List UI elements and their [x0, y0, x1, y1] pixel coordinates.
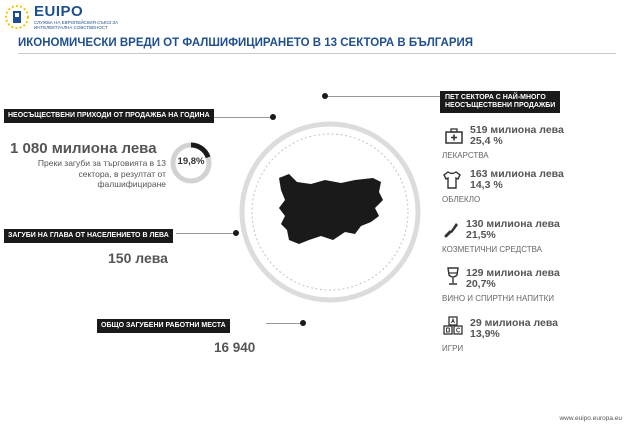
- sector-category: КОЗМЕТИЧНИ СРЕДСТВА: [442, 245, 543, 254]
- medical-kit-icon: [444, 126, 464, 146]
- sectors-connector: [326, 96, 440, 97]
- sector-amount: 29 милиона лева: [470, 317, 558, 329]
- sector-amount: 130 милиона лева: [466, 218, 560, 230]
- jobs-value: 16 940: [214, 340, 256, 355]
- revenue-connector: [214, 117, 272, 118]
- page-title: ИКОНОМИЧЕСКИ ВРЕДИ ОТ ФАЛШИФИЦИРАНЕТО В 13 СЕКТОРА В БЪЛГАРИЯ: [18, 37, 474, 49]
- jobs-connector: [266, 323, 302, 324]
- jobs-label: ОБЩО ЗАГУБЕНИ РАБОТНИ МЕСТА: [97, 319, 230, 333]
- bulgaria-map-icon: [275, 170, 387, 248]
- sector-category: ВИНО И СПИРТНИ НАПИТКИ: [442, 294, 554, 303]
- revenue-percent-label: 19,8%: [177, 156, 205, 167]
- sector-percent: 20,7%: [466, 278, 496, 290]
- sector-amount: 129 милиона лева: [466, 267, 560, 279]
- toy-blocks-icon: [443, 316, 463, 336]
- euipo-logo-icon: [4, 4, 32, 30]
- wine-glass-icon: [443, 266, 463, 286]
- per-capita-dot: [233, 230, 239, 236]
- sector-percent: 21,5%: [466, 229, 496, 241]
- sector-category: ИГРИ: [442, 344, 464, 353]
- sectors-dot: [322, 93, 328, 99]
- lipstick-icon: [442, 218, 462, 238]
- sectors-label: ПЕТ СЕКТОРА С НАЙ-МНОГО НЕОСЪЩЕСТВЕНИ ПРОДАЖБИ: [440, 91, 560, 113]
- revenue-description: Преки загуби за търговията в 13 сектора, в резултат от фалшифициране: [37, 158, 166, 189]
- tshirt-icon: [442, 170, 462, 190]
- sector-category: ЛЕКАРСТВА: [442, 151, 489, 160]
- footer-url[interactable]: www.euipo.europa.eu: [559, 415, 622, 422]
- sector-category: ОБЛЕКЛО: [442, 195, 481, 204]
- revenue-label: НЕОСЪЩЕСТВЕНИ ПРИХОДИ ОТ ПРОДАЖБА НА ГОДИНА: [4, 109, 214, 123]
- revenue-dot: [270, 114, 276, 120]
- sector-amount: 519 милиона лева: [470, 124, 564, 136]
- per-capita-value: 150 лева: [108, 250, 168, 266]
- sector-percent: 14,3 %: [470, 179, 503, 191]
- per-capita-connector: [176, 233, 236, 234]
- sector-percent: 13,9%: [470, 328, 500, 340]
- jobs-dot: [300, 320, 306, 326]
- sector-amount: 163 милиона лева: [470, 168, 564, 180]
- logo-subtitle: СЛУЖБА НА ЕВРОПЕЙСКИЯ СЪЮЗ ЗА ИНТЕЛЕКТУАЛНА СОБСТВЕНОСТ: [34, 20, 119, 30]
- per-capita-label: ЗАГУБИ НА ГЛАВА ОТ НАСЕЛЕНИЕТО В ЛЕВА: [4, 229, 173, 243]
- title-divider: [18, 53, 616, 54]
- logo-text: EUIPO: [34, 3, 84, 20]
- sector-percent: 25,4 %: [470, 135, 503, 147]
- revenue-value: 1 080 милиона лева: [10, 140, 157, 157]
